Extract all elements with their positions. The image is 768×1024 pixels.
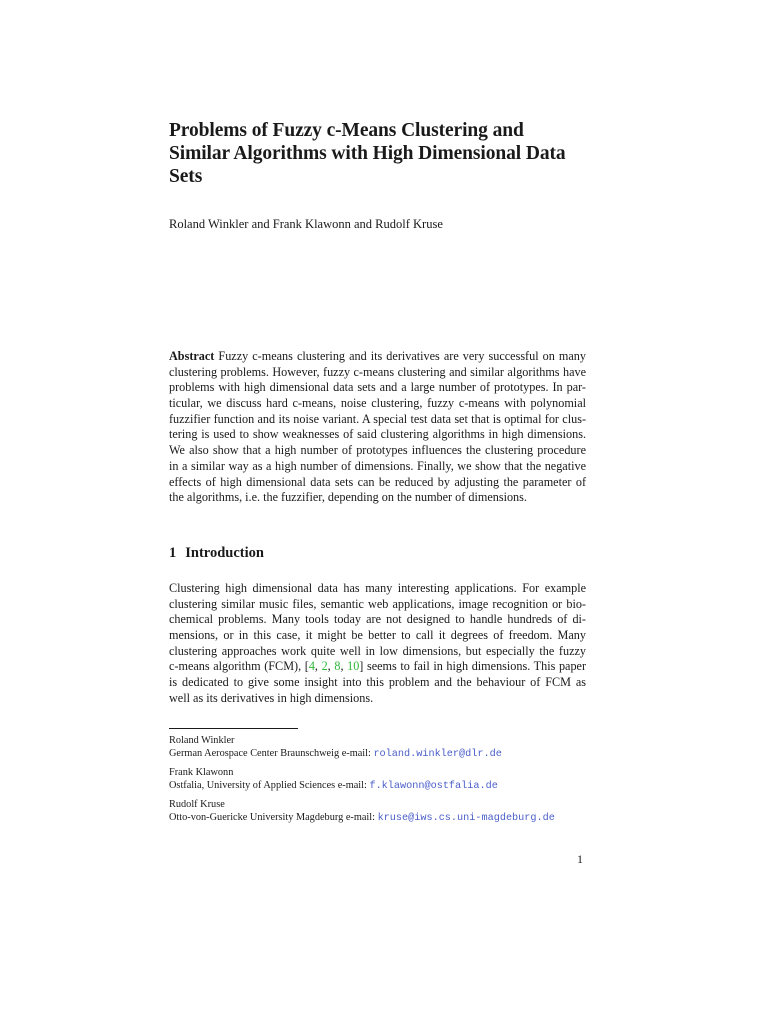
footnote-author: [169, 798, 555, 825]
affiliation-text: Otto-von-Guericke University Magdeburg e-mail:: [169, 812, 378, 823]
author-list: Roland Winkler and Frank Klawonn and Rudolf Kruse: [169, 217, 443, 231]
abstract-line: We also show that a high number of prototypes influences the clustering procedure: [169, 443, 586, 458]
intro-line: clustering approaches work quite well in low dimensions, but especially the fuzzy: [169, 643, 586, 658]
email-link[interactable]: f.klawonn@ostfalia.de: [369, 781, 498, 792]
section-title: Introduction: [185, 545, 264, 561]
footnote-affiliation: [169, 747, 502, 761]
paper-title: [169, 119, 609, 188]
footnote-author: [169, 766, 498, 793]
abstract-line: ticular, we discuss hard c-means, noise clustering, fuzzy c-means with polynomial: [169, 396, 586, 411]
introduction-paragraph: [169, 581, 586, 707]
intro-line: chemical problems. Many tools today are not designed to handle hundreds of di-: [169, 612, 586, 627]
email-link[interactable]: roland.winkler@dlr.de: [373, 749, 502, 760]
abstract-line: the algorithms, i.e. the fuzzifier, depending on the number of dimensions.: [169, 490, 527, 505]
footnote-author: [169, 734, 502, 761]
intro-line: c-means algorithm (FCM), [4, 2, 8, 10] seems to fail in high dimensions. This paper: [169, 659, 587, 674]
abstract-line: [169, 349, 586, 365]
intro-line: is dedicated to give some insight into this problem and the behaviour of FCM as: [169, 675, 586, 690]
abstract-line: problems with high dimensional data sets and a large number of prototypes. In par-: [169, 380, 586, 395]
intro-line: clustering similar music files, semantic web applications, image recognition or bio-: [169, 596, 586, 611]
affiliation-text: Ostfalia, University of Applied Sciences e-mail:: [169, 780, 370, 791]
abstract: [169, 349, 586, 506]
footnote-name: Rudolf Kruse: [169, 799, 225, 810]
intro-text: c-means algorithm (FCM), [: [169, 659, 309, 674]
abstract-line: tering is used to show weaknesses of said clustering algorithms in high dimensions.: [169, 427, 586, 442]
intro-text: ] seems to fail in high dimensions. This paper: [359, 659, 587, 674]
email-link[interactable]: kruse@iws.cs.uni-magdeburg.de: [377, 813, 555, 824]
footnote-affiliation: [169, 811, 555, 825]
abstract-line: fuzzifier function and its noise variant. A special test data set that is optimal for clus-: [169, 411, 586, 426]
abstract-line: in a similar way as a high number of dimensions. Finally, we show that the negative: [169, 458, 586, 473]
affiliation-text: German Aerospace Center Braunschweig e-mail:: [169, 748, 374, 759]
footnote-name: Frank Klawonn: [169, 767, 234, 778]
abstract-label: Abstract: [169, 349, 215, 363]
section-number: 1: [169, 545, 177, 561]
intro-line: Clustering high dimensional data has many interesting applications. For example: [169, 581, 586, 595]
footnote-name: Roland Winkler: [169, 735, 235, 746]
abstract-line: effects of high dimensional data sets can be reduced by adjusting the parameter of: [169, 474, 586, 489]
citation-link[interactable]: 2: [321, 659, 328, 674]
footnote-affiliation: [169, 779, 498, 793]
citation-link[interactable]: 8: [334, 659, 341, 674]
intro-line: mensions, or in this case, it might be better to call it degrees of freedom. Many: [169, 628, 586, 643]
footnote-rule: [169, 728, 298, 729]
title-line: Sets: [169, 166, 203, 187]
intro-line: well as its derivatives in high dimensions.: [169, 690, 374, 705]
citation-link[interactable]: 4: [308, 659, 315, 674]
title-line: Similar Algorithms with High Dimensional Data: [169, 143, 566, 164]
section-heading: [169, 544, 264, 562]
abstract-text: Fuzzy c-means clustering and its derivatives are very successful on many: [214, 349, 586, 363]
citation-link[interactable]: 10: [347, 659, 360, 674]
page-number: 1: [577, 852, 583, 866]
abstract-line: clustering problems. However, fuzzy c-means clustering and similar algorithms have: [169, 364, 586, 379]
title-line: Problems of Fuzzy c-Means Clustering and: [169, 120, 524, 141]
